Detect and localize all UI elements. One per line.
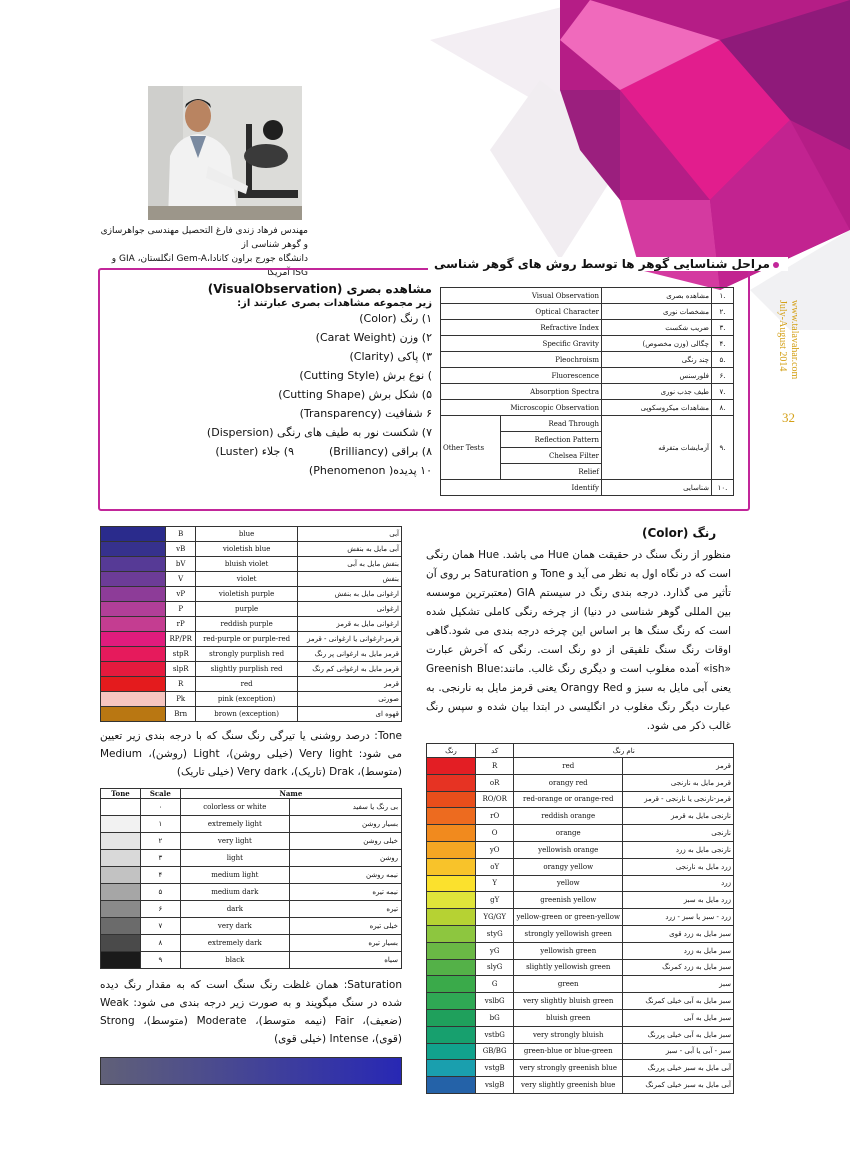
step-english: Specific Gravity (441, 336, 602, 352)
tone-english: very light (181, 833, 290, 849)
tone-swatch (101, 816, 141, 833)
author-photo (148, 86, 302, 220)
tone-scale: ۳ (140, 850, 180, 867)
tone-scale: ۷ (140, 918, 180, 935)
tone-swatch (101, 833, 141, 850)
tone-english: very dark (181, 918, 290, 934)
hue-persian: قرمز مایل به ارغوانی پر رنگ (298, 647, 402, 662)
tone-scale: ۲ (140, 833, 180, 850)
hue-code: vslbG (475, 993, 514, 1010)
hue-english: red (514, 758, 623, 775)
steps-row (441, 384, 734, 400)
hue-english: violetish blue (196, 542, 298, 557)
tone-scale: ۰ (140, 799, 180, 816)
vo-item: ۵) شکل برش (Cutting Shape) (278, 388, 432, 401)
hue-english: blue (196, 527, 298, 542)
hue-code: vB (166, 542, 196, 557)
hue-persian: زرد - سبز یا سبز - زرد (623, 909, 734, 926)
step-english: Refractive Index (441, 320, 602, 336)
tone-scale: ۶ (140, 901, 180, 918)
website-url: www.talavahar.com (789, 300, 800, 380)
tone-row (101, 952, 402, 969)
steps-row (441, 400, 734, 416)
step-number: ۷. (712, 384, 734, 400)
tone-english: extremely dark (181, 935, 290, 951)
hue-persian: قرمز (623, 758, 734, 775)
hue-persian: نارنجی مایل به قرمز (623, 808, 734, 825)
hue-code: oR (475, 774, 514, 791)
color-swatch (427, 959, 476, 976)
color-swatch (427, 841, 476, 858)
hue-row (427, 1026, 734, 1043)
color-swatch (101, 677, 166, 692)
hue-row (101, 572, 402, 587)
step-number: ۲. (712, 304, 734, 320)
hue-row (101, 707, 402, 722)
hue-code: styG (475, 925, 514, 942)
hue-persian: نارنجی مایل به زرد (623, 841, 734, 858)
step-number: ۱۰. (712, 480, 734, 496)
hue-code: Y (475, 875, 514, 892)
visual-observation-heading: مشاهده بصری (VisualObservation) (207, 282, 432, 296)
tone-scale: ۱ (140, 816, 180, 833)
tone-row (101, 799, 402, 816)
other-test-item: Chelsea Filter (501, 448, 602, 464)
color-swatch (101, 542, 166, 557)
step-number: ۶. (712, 368, 734, 384)
hue-row (101, 587, 402, 602)
step-number: ۸. (712, 400, 734, 416)
color-swatch (101, 557, 166, 572)
vo-item: ۲) وزن (Carat Weight) (315, 331, 432, 344)
hue-persian: زرد (623, 875, 734, 892)
hue-row (427, 925, 734, 942)
hue-english: greenish yellow (514, 892, 623, 909)
hue-row (101, 527, 402, 542)
steps-row (441, 352, 734, 368)
vo-item: ) نوع برش (Cutting Style) (299, 369, 432, 382)
caption-line-1: مهندس فرهاد زندی فارغ التحصیل مهندسی جواهرسازی و گوهر شناسی از (100, 226, 308, 250)
tone-persian: روشن (380, 854, 399, 862)
hue-english: reddish purple (196, 617, 298, 632)
hue-persian: زرد مایل به سبز (623, 892, 734, 909)
hue-english: red (196, 677, 298, 692)
step-persian: مشخصات نوری (602, 304, 712, 320)
hue-english: slightly purplish red (196, 662, 298, 677)
step-english: Microscopic Observation (441, 400, 602, 416)
steps-row (441, 336, 734, 352)
hue-row (101, 647, 402, 662)
color-swatch (427, 1060, 476, 1077)
hue-code: B (166, 527, 196, 542)
tone-persian: نیمه روشن (365, 871, 399, 879)
color-swatch (101, 572, 166, 587)
hue-english: bluish violet (196, 557, 298, 572)
steps-row (441, 288, 734, 304)
hue-row (427, 976, 734, 993)
name-header: Name (180, 789, 401, 799)
color-swatch (101, 602, 166, 617)
steps-row (441, 480, 734, 496)
color-swatch (427, 993, 476, 1010)
tone-persian: خیلی روشن (363, 837, 399, 845)
tone-table (100, 788, 402, 969)
hue-code: G (475, 976, 514, 993)
hue-english: yellowish green (514, 942, 623, 959)
scale-header: Scale (140, 789, 180, 799)
caption-line-2: دانشگاه جورج براون کانادا،Gem-A انگلستان، GIA و ISG آمریکا (111, 254, 308, 278)
hue-code: RP/PR (166, 632, 196, 647)
hue-english: violet (196, 572, 298, 587)
tone-row (101, 884, 402, 901)
color-heading: رنگ (Color) (642, 526, 717, 540)
hue-english: very strongly bluish (514, 1026, 623, 1043)
color-swatch (427, 1077, 476, 1094)
color-swatch (427, 1009, 476, 1026)
tone-swatch (101, 935, 141, 952)
hue-row (101, 677, 402, 692)
hue-table-red-blue (426, 743, 734, 1094)
color-swatch (101, 707, 166, 722)
hue-english: strongly purplish red (196, 647, 298, 662)
tone-persian: بسیار روشن (362, 820, 399, 828)
color-paragraph: منظور از رنگ سنگ در حقیقت همان Hue می باشد. Hue همان رنگی است که در نگاه اول به نظر می آید و Tone و Saturation بر روی آن تأثیر می گذارد. درجه بندی رنگ در سیستم GIA (معتبرترین موسسه بین المللی گوهر شناسی در دنیا) از چرخه رنگی کاملی تشکیل شده است که رنگ سنگ ها بر اساس این چرخه درجه بندی می شود.گاهی اوقات رنگ سنگ تلفیقی از دو رنگ است. رنگی که آخرش عبارت «ish» آمده مغلوب است و دیگری رنگ غالب. مانند:Greenish Blue یعنی آبی مایل به سبز و Orangy Red یعنی قرمز مایل به نارنجی. به عبارت دیگر رنگ مغلوب در انگلیسی در ابتدا بیان شده و سپس رنگ غالب ذکر می شود. (426, 549, 732, 732)
hue-persian: نارنجی (623, 825, 734, 842)
color-swatch (427, 825, 476, 842)
hue-code: P (166, 602, 196, 617)
hue-row (427, 959, 734, 976)
hue-code: rO (475, 808, 514, 825)
step-number: ۴. (712, 336, 734, 352)
hue-code: slpR (166, 662, 196, 677)
tone-row (101, 850, 402, 867)
color-swatch (427, 1026, 476, 1043)
hue-row (427, 1043, 734, 1060)
hue-code: RO/OR (475, 791, 514, 808)
color-swatch (427, 774, 476, 791)
color-swatch (101, 632, 166, 647)
saturation-gradient-bar (100, 1057, 402, 1085)
hue-row (427, 1077, 734, 1094)
issue-date: July-August 2014 (777, 300, 788, 372)
hue-english: bluish green (514, 1009, 623, 1026)
other-test-item: Reflection Pattern (501, 432, 602, 448)
tone-row (101, 901, 402, 918)
hue-table-violet-red (100, 526, 402, 722)
tone-paragraph: Tone: درصد روشنی یا تیرگی رنگ سنگ که با درجه بندی زیر تعیین می شود: Very light (خیلی روشن)، Light (روشن)، Medium (متوسط)، Drak (تاریک)، Very dark (خیلی تاریک) (100, 730, 402, 778)
hue-row (427, 825, 734, 842)
hue-code: Pk (166, 692, 196, 707)
step-persian: فلورسنس (602, 368, 712, 384)
hue-code: oY (475, 858, 514, 875)
tone-row (101, 816, 402, 833)
color-swatch (427, 1043, 476, 1060)
hue-row (427, 858, 734, 875)
hue-persian: سبز مایل به زرد (623, 942, 734, 959)
hue-code: vstgB (475, 1060, 514, 1077)
hue-row (101, 557, 402, 572)
tone-swatch (101, 867, 141, 884)
tone-english: light (181, 850, 290, 866)
color-swatch (427, 976, 476, 993)
hue-persian: بنفش (298, 572, 402, 587)
bullet-dot-icon (773, 262, 779, 268)
color-header: رنگ (427, 744, 476, 758)
step-number: ۳. (712, 320, 734, 336)
hue-english: yellowish orange (514, 841, 623, 858)
hue-english: reddish orange (514, 808, 623, 825)
vo-item: ۹) جلاء (Luster) (215, 445, 294, 458)
hue-persian: قرمز-ارغوانی یا ارغوانی - قرمز (298, 632, 402, 647)
hue-english: green (514, 976, 623, 993)
hue-row (101, 602, 402, 617)
hue-code: yG (475, 942, 514, 959)
hue-row (427, 774, 734, 791)
step-english: Optical Character (441, 304, 602, 320)
hue-persian: زرد مایل به نارنجی (623, 858, 734, 875)
vo-item: ۷) شکست نور به طیف های رنگی (Dispersion) (206, 426, 432, 439)
tone-row (101, 918, 402, 935)
vo-item: ۶ شفافیت (Transparency) (299, 407, 432, 420)
tone-row (101, 935, 402, 952)
color-swatch (427, 909, 476, 926)
page-number: 32 (782, 410, 795, 425)
step-english: Absorption Spectra (441, 384, 602, 400)
hue-code: YG/GY (475, 909, 514, 926)
color-swatch (427, 758, 476, 775)
tone-english: medium dark (181, 884, 290, 900)
hue-persian: آبی (298, 527, 402, 542)
hue-row (427, 875, 734, 892)
hue-row (427, 892, 734, 909)
hue-code: bV (166, 557, 196, 572)
vo-item-row (170, 442, 432, 461)
tone-swatch (101, 918, 141, 935)
step-english: Pleochroism (441, 352, 602, 368)
step-persian: مشاهدات میکروسکوپی (602, 400, 712, 416)
hue-english: strongly yellowish green (514, 925, 623, 942)
hue-english: pink (exception) (196, 692, 298, 707)
tone-scale: ۹ (140, 952, 180, 969)
color-swatch (427, 892, 476, 909)
color-swatch (427, 808, 476, 825)
tone-english: medium light (181, 867, 290, 883)
vo-item: ۱۰ پدیده( Phenomenon) (308, 464, 432, 477)
tone-persian: بی رنگ یا سفید (352, 803, 399, 811)
hue-row (101, 617, 402, 632)
box-title (428, 257, 788, 271)
vo-item: ۳) پاکی (Clarity) (349, 350, 432, 363)
step-persian: چند رنگی (602, 352, 712, 368)
hue-persian: بنفش مایل به آبی (298, 557, 402, 572)
hue-code: bG (475, 1009, 514, 1026)
hue-persian: قرمز-نارنجی یا نارنجی - قرمز (623, 791, 734, 808)
tone-persian: سیاه (384, 956, 399, 964)
visual-observation-section (170, 282, 432, 480)
hue-row (101, 692, 402, 707)
hue-row (427, 1009, 734, 1026)
step-persian: شناسایی (602, 480, 712, 496)
tone-persian: تیره (386, 905, 399, 913)
box-title-text: مراحل شناسایی گوهر ها توسط روش های گوهر شناسی (434, 257, 770, 271)
hue-code: gY (475, 892, 514, 909)
tone-header: Tone (101, 789, 141, 799)
hue-english: orangy red (514, 774, 623, 791)
hue-persian: سبز مایل به آبی خیلی پررنگ (623, 1026, 734, 1043)
step-english: Fluorescence (441, 368, 602, 384)
hue-code: GB/BG (475, 1043, 514, 1060)
hue-persian: قرمز مایل به نارنجی (623, 774, 734, 791)
hue-row (427, 841, 734, 858)
hue-code: rP (166, 617, 196, 632)
color-swatch (101, 647, 166, 662)
hue-row (427, 808, 734, 825)
hue-persian: قهوه ای (298, 707, 402, 722)
tone-scale: ۸ (140, 935, 180, 952)
hue-persian: آبی مایل به سبز خیلی پررنگ (623, 1060, 734, 1077)
steps-row (441, 304, 734, 320)
hue-english: very slightly bluish green (514, 993, 623, 1010)
hue-english: purple (196, 602, 298, 617)
hue-code: vslgB (475, 1077, 514, 1094)
hue-english: yellow-green or green-yellow (514, 909, 623, 926)
hue-row (101, 542, 402, 557)
color-swatch (101, 527, 166, 542)
hue-persian: سبز مایل به آبی خیلی کمرنگ (623, 993, 734, 1010)
tone-scale: ۴ (140, 867, 180, 884)
hue-row (427, 791, 734, 808)
hue-row (427, 942, 734, 959)
tone-persian: خیلی تیره (369, 922, 399, 930)
hue-english: orangy yellow (514, 858, 623, 875)
hue-code: yO (475, 841, 514, 858)
hue-persian: قرمز مایل به ارغوانی کم رنگ (298, 662, 402, 677)
hue-persian: آبی مایل به بنفش (298, 542, 402, 557)
vo-item: ۱) رنگ (Color) (359, 312, 432, 325)
hue-row (101, 632, 402, 647)
color-swatch (427, 875, 476, 892)
step-english: Visual Observation (441, 288, 602, 304)
color-swatch (427, 858, 476, 875)
tone-swatch (101, 850, 141, 867)
steps-table (440, 287, 734, 496)
hue-persian: سبز (623, 976, 734, 993)
hue-code: R (166, 677, 196, 692)
tone-row (101, 867, 402, 884)
tone-swatch (101, 901, 141, 918)
hue-persian: قرمز (298, 677, 402, 692)
step-number: ۹. (712, 416, 734, 480)
tone-swatch (101, 884, 141, 901)
hue-persian: آبی مایل به سبز خیلی کمرنگ (623, 1077, 734, 1094)
hue-code: Brn (166, 707, 196, 722)
hue-persian: ارغوانی (298, 602, 402, 617)
tone-swatch (101, 952, 141, 969)
hue-code: vstbG (475, 1026, 514, 1043)
hue-row (427, 758, 734, 775)
color-swatch (101, 587, 166, 602)
hue-english: very slightly greenish blue (514, 1077, 623, 1094)
steps-row (441, 368, 734, 384)
hue-code: slyG (475, 959, 514, 976)
hue-persian: سبز مایل به زرد قوی (623, 925, 734, 942)
color-swatch (427, 925, 476, 942)
step-persian: طیف جذب نوری (602, 384, 712, 400)
step-persian: چگالی (وزن مخصوص) (602, 336, 712, 352)
hue-persian: صورتی (298, 692, 402, 707)
color-swatch (427, 942, 476, 959)
hue-english: yellow (514, 875, 623, 892)
hue-english: orange (514, 825, 623, 842)
step-persian: ضریب شکست (602, 320, 712, 336)
saturation-paragraph: Saturation: همان غلظت رنگ سنگ است که به مقدار رنگ دیده شده در سنگ میگویند و به صورت زیر درجه بندی می شود: Weak (ضعیف)، Fair (نیمه متوسط)، Moderate (متوسط)، Strong (قوی)، Intense (خیلی قوی) (100, 979, 402, 1045)
tone-swatch (101, 799, 141, 816)
tone-persian: بسیار تیره (368, 939, 399, 947)
hue-code: V (166, 572, 196, 587)
hue-persian: ارغوانی مایل به قرمز (298, 617, 402, 632)
steps-row (441, 416, 734, 432)
tone-english: colorless or white (181, 799, 290, 815)
step-persian: مشاهده بصری (602, 288, 712, 304)
other-tests-label: Other Tests (441, 416, 501, 480)
tone-english: dark (181, 901, 290, 917)
hue-row (427, 909, 734, 926)
other-test-item: Relief (501, 464, 602, 480)
other-test-item: Read Through (501, 416, 602, 432)
hue-english: green-blue or blue-green (514, 1043, 623, 1060)
steps-row (441, 320, 734, 336)
hue-english: slightly yellowish green (514, 959, 623, 976)
hue-english: brown (exception) (196, 707, 298, 722)
step-number: ۵. (712, 352, 734, 368)
hue-persian: سبز مایل به زرد کمرنگ (623, 959, 734, 976)
color-swatch (101, 617, 166, 632)
hue-row (101, 662, 402, 677)
step-number: ۱. (712, 288, 734, 304)
hue-code: vP (166, 587, 196, 602)
tone-english: black (181, 952, 290, 968)
color-swatch (101, 692, 166, 707)
color-swatch (101, 662, 166, 677)
color-swatch (427, 791, 476, 808)
hue-persian: سبز مایل به آبی (623, 1009, 734, 1026)
vo-item: ۸) براقی (Brilliancy) (329, 445, 432, 458)
hue-english: very strongly greenish blue (514, 1060, 623, 1077)
step-persian: آزمایشات متفرقه (602, 416, 712, 480)
colorname-header: نام رنگ (514, 744, 734, 758)
hue-code: stpR (166, 647, 196, 662)
visual-observation-subheading: زیر مجموعه مشاهدات بصری عبارتند از: (237, 298, 432, 309)
hue-code: R (475, 758, 514, 775)
hue-persian: ارغوانی مایل به بنفش (298, 587, 402, 602)
hue-row (427, 1060, 734, 1077)
hue-row (427, 993, 734, 1010)
code-header: کد (475, 744, 514, 758)
tone-english: extremely light (181, 816, 290, 832)
hue-english: red-orange or orange-red (514, 791, 623, 808)
hue-persian: سبز - آبی یا آبی - سبز (623, 1043, 734, 1060)
tone-scale: ۵ (140, 884, 180, 901)
hue-code: O (475, 825, 514, 842)
step-english: Identify (441, 480, 602, 496)
hue-english: violetish purple (196, 587, 298, 602)
hue-english: red-purple or purple-red (196, 632, 298, 647)
tone-persian: نیمه تیره (372, 888, 399, 896)
tone-row (101, 833, 402, 850)
